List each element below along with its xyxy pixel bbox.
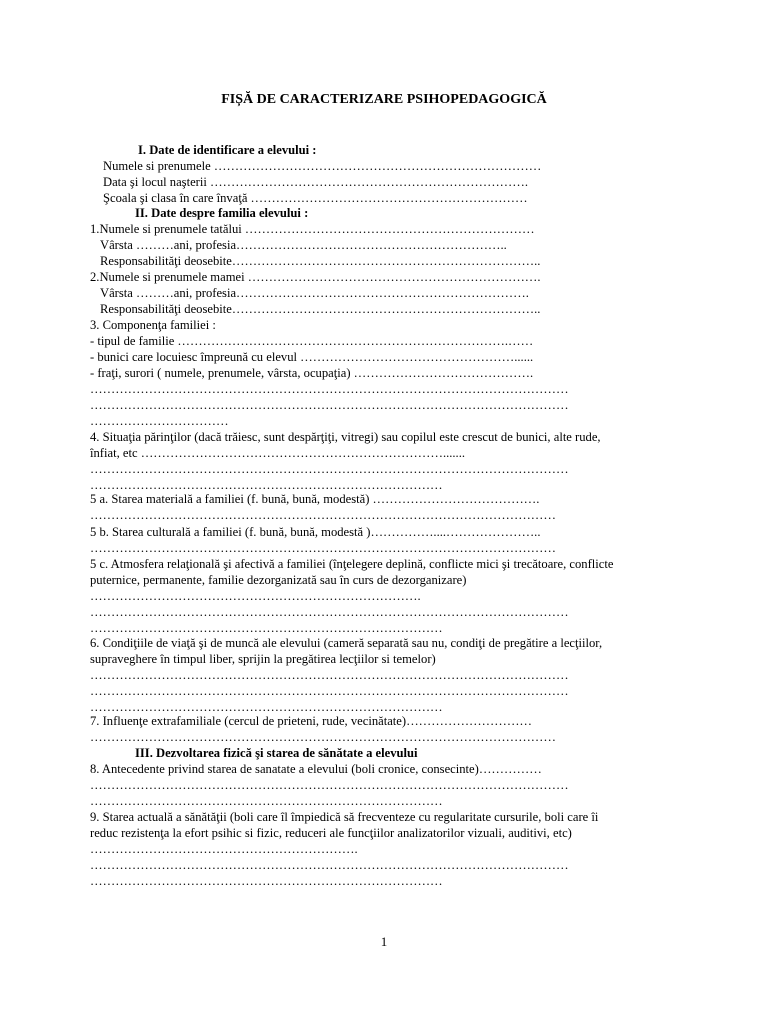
section-heading-health: III. Dezvoltarea fizică şi starea de sănătate a elevului (135, 746, 418, 760)
field-father-responsibilities: Responsabilităţi deosebite……………………………………………………………….. (100, 254, 541, 268)
dotted-line: …………………………………………………………………………………………………… (90, 462, 569, 476)
field-current-health-cont: reduc rezistenţa la efort psihic si fizic, reduceri ale funcţiilor analizatorilor vizuali, auditivi, etc) (90, 826, 572, 840)
field-mother-age-profession: Vârsta ………ani, profesia……………………………………………………………. (100, 286, 529, 300)
field-family-composition: 3. Componenţa familiei : (90, 318, 216, 332)
field-parents-situation-cont: înfiat, etc ………………………………………………………………....... (90, 446, 465, 460)
field-material-state: 5 a. Starea materială a familiei (f. bună, bună, modestă) …………………………………. (90, 492, 540, 506)
dotted-line: ………………………………………………………. (90, 842, 358, 856)
dotted-line: ………………………………………………………………………………………………… (90, 508, 556, 522)
field-living-conditions-cont: supraveghere în timpul liber, sprijin la pregătirea lecţiilor si temelor) (90, 652, 436, 666)
dotted-line: …………………………………………………………………………………………………… (90, 605, 569, 619)
field-family-atmosphere-cont: puternice, permanente, familie dezorganizată sau în curs de dezorganizare) (90, 573, 467, 587)
dotted-line: …………………………………………………………………………………………………… (90, 398, 569, 412)
field-cultural-state: 5 b. Starea culturală a familiei (f. bună, bună, modestă )……………....………………….. (90, 525, 541, 539)
page-title: FIȘĂ DE CARACTERIZARE PSIHOPEDAGOGICĂ (221, 92, 547, 107)
dotted-line: …………………………………………………………………………………………………… (90, 684, 569, 698)
section-heading-family: II. Date despre familia elevului : (135, 206, 309, 220)
page-number: 1 (380, 934, 388, 949)
dotted-line: …………………………………………………………………………………………………… (90, 382, 569, 396)
field-father-age-profession: Vârsta ………ani, profesia……………………………………………………….. (100, 238, 507, 252)
field-birth-date-place: Data şi locul naşterii …………………………………………………………………. (103, 175, 529, 189)
field-health-history: 8. Antecedente privind starea de sanatate a elevului (boli cronice, consecinte)…………… (90, 762, 542, 776)
dotted-line: ………………………………………………………………………… (90, 794, 443, 808)
field-extrafamilial-influences: 7. Influenţe extrafamiliale (cercul de prieteni, rude, vecinătate)………………………… (90, 714, 533, 728)
field-full-name: Numele si prenumele …………………………………………………………………… (103, 159, 542, 173)
dotted-line: …………………………… (90, 414, 229, 428)
dotted-line: ………………………………………………………………………………………………… (90, 541, 556, 555)
field-grandparents: - bunici care locuiesc împreună cu elevul ……………………………………………...... (90, 350, 534, 364)
dotted-line: ………………………………………………………………………… (90, 478, 443, 492)
field-current-health: 9. Starea actuală a sănătăţii (boli care îl împiedică să frecventeze cu regularitate cursurile, boli care îi (90, 810, 599, 824)
dotted-line: ………………………………………………………………………… (90, 700, 443, 714)
dotted-line: ……………………………………………………………………. (90, 589, 421, 603)
dotted-line: ………………………………………………………………………… (90, 621, 443, 635)
field-parents-situation: 4. Situaţia părinţilor (dacă trăiesc, sunt despărţiţi, vitregi) sau copilul este crescut de bunici, alte rude, (90, 430, 601, 444)
field-family-atmosphere: 5 c. Atmosfera relaţională şi afectivă a familiei (înţelegere deplină, conflicte mici şi trecătoare, conflicte (90, 557, 614, 571)
dotted-line: ………………………………………………………………………… (90, 874, 443, 888)
field-school-class: Şcoala şi clasa în care învaţă ………………………………………………………… (103, 191, 528, 205)
dotted-line: ………………………………………………………………………………………………… (90, 730, 556, 744)
field-siblings: - fraţi, surori ( numele, prenumele, vârsta, ocupaţia) ……………………………………. (90, 366, 534, 380)
field-family-type: - tipul de familie …………………………………………………………………….…… (90, 334, 534, 348)
field-father-name: 1.Numele si prenumele tatălui …………………………………………………………… (90, 222, 535, 236)
dotted-line: …………………………………………………………………………………………………… (90, 858, 569, 872)
section-heading-identification: I. Date de identificare a elevului : (138, 143, 317, 157)
field-living-conditions: 6. Condiţiile de viaţă şi de muncă ale elevului (cameră separată sau nu, condiţi de pregătire a lecţiilor, (90, 636, 603, 650)
dotted-line: …………………………………………………………………………………………………… (90, 778, 569, 792)
field-mother-name: 2.Numele si prenumele mamei ……………………………………………………………. (90, 270, 541, 284)
field-mother-responsibilities: Responsabilităţi deosebite……………………………………………………………….. (100, 302, 541, 316)
dotted-line: …………………………………………………………………………………………………… (90, 668, 569, 682)
